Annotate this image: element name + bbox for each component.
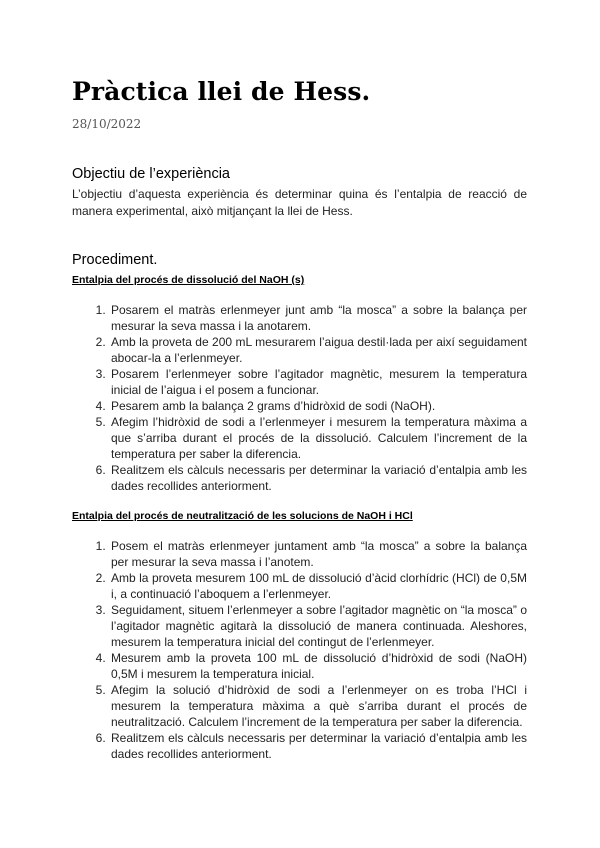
dissolution-steps-list: [72, 302, 527, 494]
list-item: 5. Afegim la solució d’hidròxid de sodi a l’erlenmeyer on es troba l’HCl i mesurem la temperatura màxima a què s’arriba durant el procés de neutralització. Calculem l’increment de la temperatura per saber la diferencia.: [109, 682, 527, 730]
list-item: 4. Mesurem amb la proveta 100 mL de dissolució d’hidròxid de sodi (NaOH) 0,5M i mesurem la temperatura inicial.: [109, 650, 527, 682]
list-item: 2. Amb la proveta mesurem 100 mL de dissolució d’àcid clorhídric (HCl) de 0,5M i, a continuació l’aboquem a l’erlenmeyer.: [109, 570, 527, 602]
list-item: 4. Pesarem amb la balança 2 grams d’hidròxid de sodi (NaOH).: [109, 398, 527, 414]
document-date: 28/10/2022: [72, 117, 142, 131]
list-item: 2. Amb la proveta de 200 mL mesurarem l’aigua destil·lada per així seguidament abocar-la a l’erlenmeyer.: [109, 334, 527, 366]
list-item: 5. Afegim l’hidròxid de sodi a l’erlenmeyer i mesurem la temperatura màxima a que s’arriba durant el procés de la dissolució. Calculem l’increment de la temperatura per saber la diferencia.: [109, 414, 527, 462]
list-item: 6. Realitzem els càlculs necessaris per determinar la variació d’entalpia amb les dades recollides anteriorment.: [109, 462, 527, 494]
neutralization-steps-list: [72, 538, 527, 762]
objective-paragraph: L’objectiu d’aquesta experiència és determinar quina és l’entalpia de reacció de manera experimental, això mitjançant la llei de Hess.: [72, 187, 527, 218]
objective-heading: Objectiu de l’experiència: [72, 166, 230, 182]
dissolution-subheading: Entalpia del procés de dissolució del NaOH (s): [72, 274, 305, 286]
list-item: 1. Posarem el matràs erlenmeyer junt amb “la mosca” a sobre la balança per mesurar la seva massa i la anotarem.: [109, 302, 527, 334]
procedure-heading: Procediment.: [72, 252, 158, 268]
list-item: 3. Seguidament, situem l’erlenmeyer a sobre l’agitador magnètic on “la mosca” o l’agitador magnètic agitarà la dissolució de manera continuada. Aleshores, mesurem la temperatura inicial del contingut de l’erlenmeyer.: [109, 602, 527, 650]
document-title: Pràctica llei de Hess.: [72, 77, 371, 106]
list-item: 3. Posarem l’erlenmeyer sobre l’agitador magnètic, mesurem la temperatura inicial de l’aigua i el posem a funcionar.: [109, 366, 527, 398]
neutralization-subheading: Entalpia del procés de neutralització de les solucions de NaOH i HCl: [72, 510, 413, 522]
list-item: 6. Realitzem els càlculs necessaris per determinar la variació d’entalpia amb les dades recollides anteriorment.: [109, 730, 527, 762]
list-item: 1. Posem el matràs erlenmeyer juntament amb “la mosca” a sobre la balança per mesurar la seva massa i l’anotem.: [109, 538, 527, 570]
